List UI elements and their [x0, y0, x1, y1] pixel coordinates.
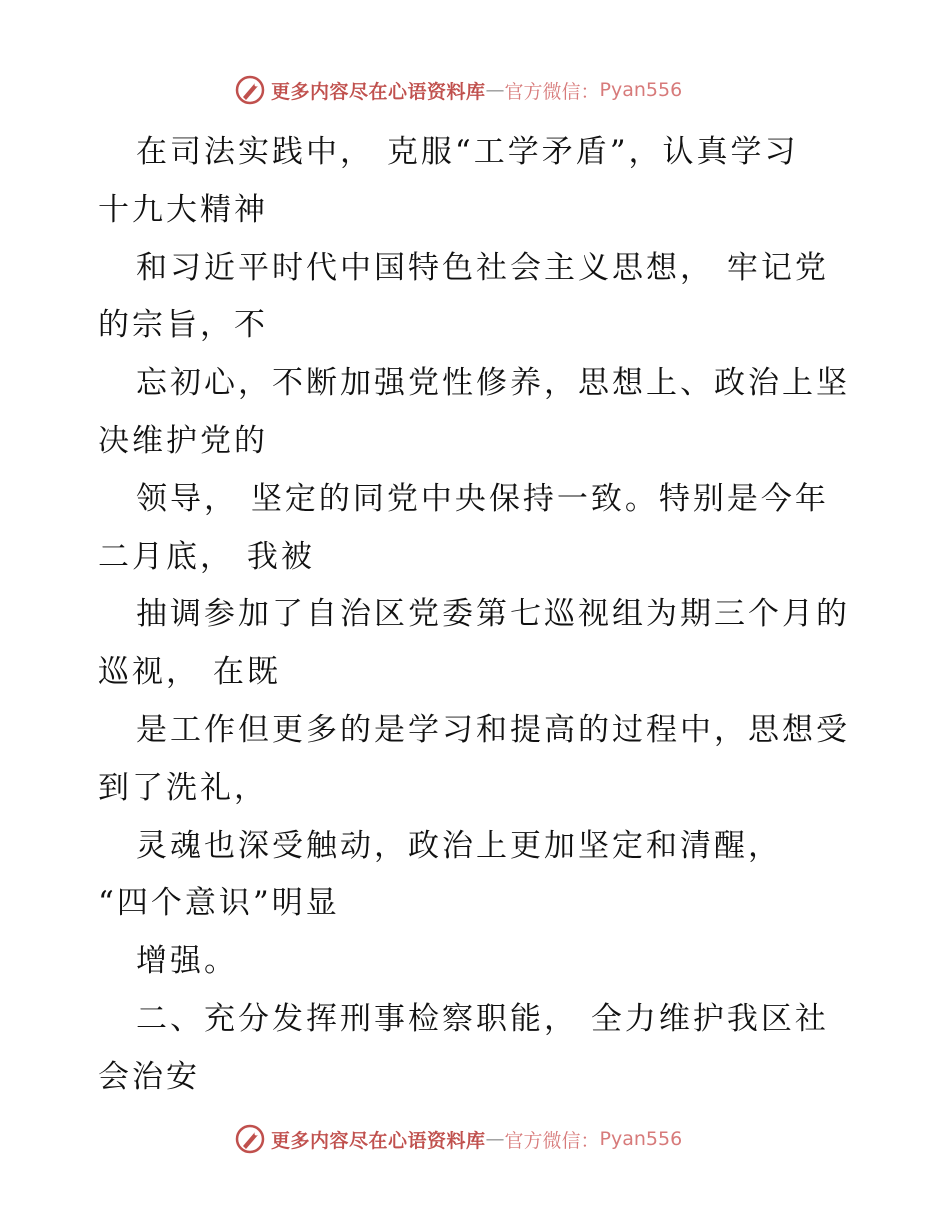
text-line: “四个意识”明显 [98, 885, 340, 922]
header-banner [235, 73, 682, 107]
text-line: 领导， 坚定的同党中央保持一致。特别是今年 [136, 480, 829, 517]
document-body [98, 124, 858, 1107]
banner-title: 更多内容尽在心语资料库 [271, 1129, 486, 1152]
text-line: 和习近平时代中国特色社会主义思想， 牢记党 [136, 249, 829, 286]
footer-banner [235, 1122, 682, 1156]
text-line: 在司法实践中， 克服“工学矛盾”，认真学习 [136, 134, 799, 170]
banner-wechat-label: 官方微信： [504, 80, 600, 103]
banner-wechat-label: 官方微信： [504, 1129, 600, 1152]
banner-dash: — [485, 1128, 505, 1150]
pen-logo-icon [235, 1124, 265, 1154]
text-line: 到了洗礼， [98, 769, 268, 806]
text-line: 巡视， 在既 [98, 654, 281, 691]
text-line: 决维护党的 [98, 422, 268, 459]
text-line: 二月底， 我被 [98, 538, 315, 575]
text-line: 增强。 [136, 943, 238, 980]
text-line: 忘初心，不断加强党性修养，思想上、政治上坚 [136, 365, 850, 402]
text-line: 是工作但更多的是学习和提高的过程中，思想受 [136, 711, 850, 748]
text-line: 二、充分发挥刑事检察职能， 全力维护我区社 [136, 1000, 829, 1037]
banner-title: 更多内容尽在心语资料库 [271, 80, 486, 103]
text-line: 抽调参加了自治区党委第七巡视组为期三个月的 [136, 596, 850, 633]
text-line: 会治安 [98, 1058, 200, 1095]
text-line: 灵魂也深受触动，政治上更加坚定和清醒， [136, 827, 782, 864]
banner-dash: — [485, 79, 505, 101]
banner-wechat-id: Pyan556 [599, 79, 683, 101]
pen-logo-icon [235, 75, 265, 105]
text-line: 的宗旨，不 [98, 307, 268, 344]
banner-wechat-id: Pyan556 [599, 1128, 683, 1150]
text-line: 十九大精神 [98, 191, 268, 228]
